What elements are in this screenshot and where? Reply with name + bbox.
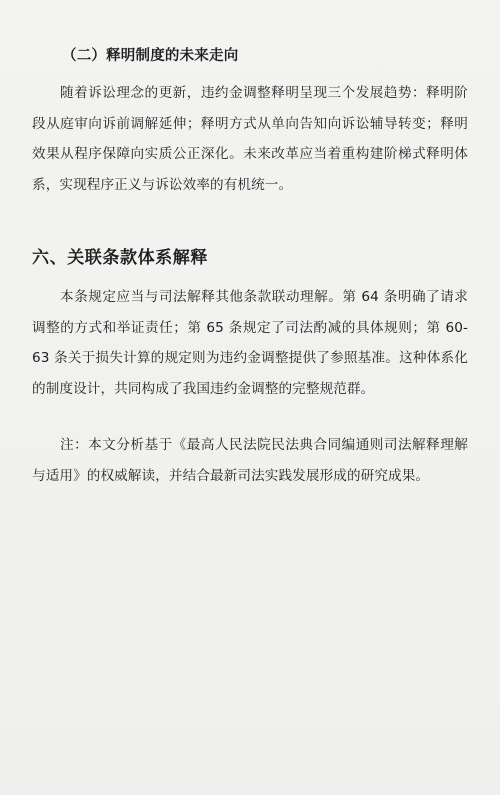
paragraph-related-articles: 本条规定应当与司法解释其他条款联动理解。第 64 条明确了请求调整的方式和举证责任；第 65 条规定了司法酌减的具体规则；第 60-63 条关于损失计算的规定则为违约金调整提供了参照基准。这种体系化的制度设计，共同构成了我国违约金调整的完整规范群。	[32, 289, 468, 397]
paragraph-future-trends: 随着诉讼理念的更新，违约金调整释明呈现三个发展趋势：释明阶段从庭审向诉前调解延伸；释明方式从单向告知向诉讼辅导转变；释明效果从程序保障向实质公正深化。未来改革应当着重构建阶梯式释明体系，实现程序正义与诉讼效率的有机统一。	[32, 85, 468, 193]
paragraph-note: 注：本文分析基于《最高人民法院民法典合同编通则司法解释理解与适用》的权威解读，并结合最新司法实践发展形成的研究成果。	[32, 437, 468, 484]
section-heading: 六、关联条款体系解释	[32, 248, 208, 268]
subsection-heading: （二）释明制度的未来走向	[62, 48, 239, 64]
